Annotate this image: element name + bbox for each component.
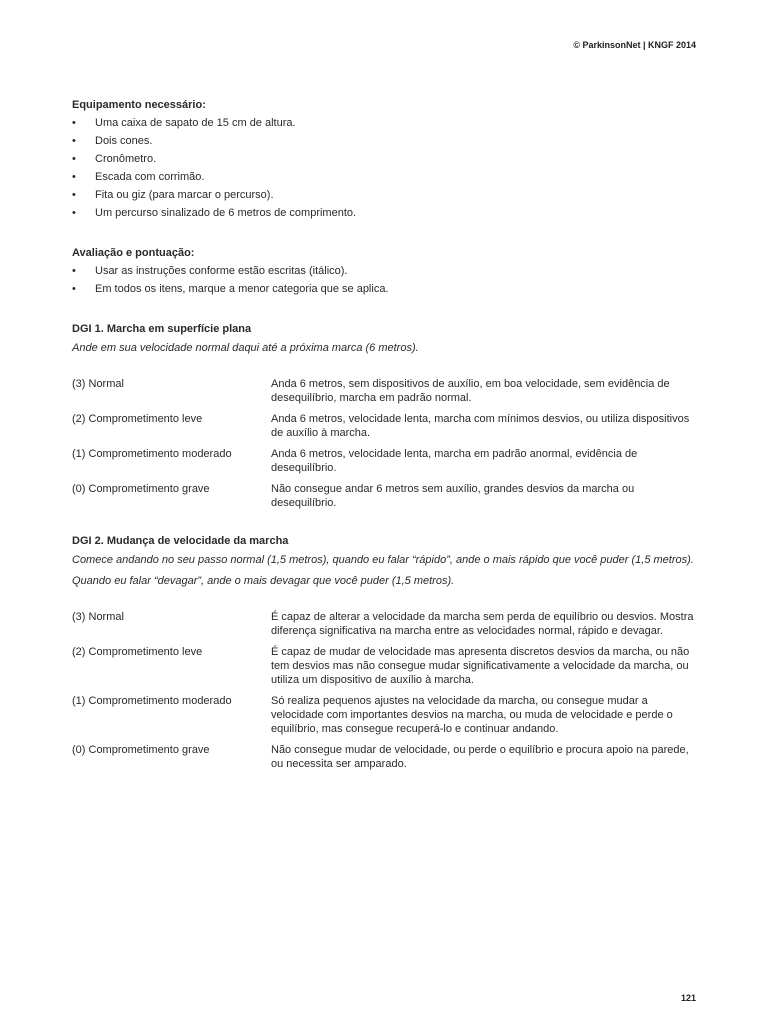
dgi2-instruction: Comece andando no seu passo normal (1,5 metros), quando eu falar “rápido”, ande o mais rápido que você puder (1,5 metros). Quando eu falar “devagar”, ande o mais devagar que você puder (1,5 metros). [72, 554, 694, 587]
score-label: (3) Normal [72, 378, 124, 390]
score-label: (3) Normal [72, 611, 124, 623]
header-copyright: © ParkinsonNet | KNGF 2014 [573, 40, 696, 50]
score-description: Anda 6 metros, sem dispositivos de auxílio, em boa velocidade, sem evidência de desequilíbrio, marcha em padrão normal. [271, 378, 670, 404]
list-item: • Um percurso sinalizado de 6 metros de comprimento. [72, 204, 702, 222]
dgi1-score-table [72, 377, 702, 510]
page-content [72, 96, 702, 777]
bullet-icon: • [72, 153, 76, 165]
score-description: É capaz de alterar a velocidade da marcha sem perda de equilíbrio ou desvios. Mostra diferença significativa na marcha entre as velocidades normal, rápido e devagar. [271, 611, 694, 637]
table-row [72, 447, 702, 475]
table-row [72, 743, 702, 771]
table-row [72, 412, 702, 440]
dgi1-instruction: Ande em sua velocidade normal daqui até a próxima marca (6 metros). [72, 342, 419, 354]
table-row [72, 482, 702, 510]
score-label: (2) Comprometimento leve [72, 646, 203, 658]
table-row [72, 645, 702, 687]
evaluation-title: Avaliação e pontuação: [72, 247, 195, 259]
score-label: (0) Comprometimento grave [72, 483, 210, 495]
score-description: Só realiza pequenos ajustes na velocidade da marcha, ou consegue mudar a velocidade com importantes desvios na marcha, ou muda de velocidade e perde o equilíbrio, mas consegue recuperá-lo e continuar andando. [271, 695, 673, 735]
equipment-list [72, 114, 702, 222]
score-label: (2) Comprometimento leve [72, 413, 203, 425]
dgi2-title: DGI 2. Mudança de velocidade da marcha [72, 535, 289, 547]
table-row [72, 610, 702, 638]
dgi2-score-table [72, 610, 702, 771]
list-item: • Usar as instruções conforme estão escritas (itálico). [72, 262, 702, 280]
list-item: • Dois cones. [72, 132, 702, 150]
page-number: 121 [680, 993, 696, 1003]
score-label: (1) Comprometimento moderado [72, 448, 232, 460]
table-row [72, 694, 702, 736]
list-item: • Escada com corrimão. [72, 168, 702, 186]
score-description: É capaz de mudar de velocidade mas apresenta discretos desvios da marcha, ou não tem desvios mas não consegue mudar significativamente a velocidade da marcha, ou utiliza um dispositivo de auxílio à marcha. [271, 646, 690, 686]
bullet-icon: • [72, 135, 76, 147]
evaluation-list [72, 262, 702, 298]
bullet-icon: • [72, 207, 76, 219]
bullet-icon: • [72, 283, 76, 295]
list-item: • Em todos os itens, marque a menor categoria que se aplica. [72, 280, 702, 298]
score-description: Não consegue mudar de velocidade, ou perde o equilíbrio e procura apoio na parede, ou necessita ser amparado. [271, 744, 689, 770]
list-item: • Cronômetro. [72, 150, 702, 168]
score-description: Não consegue andar 6 metros sem auxílio, grandes desvios da marcha ou desequilíbrio. [271, 483, 635, 509]
score-label: (0) Comprometimento grave [72, 744, 210, 756]
bullet-icon: • [72, 265, 76, 277]
score-label: (1) Comprometimento moderado [72, 695, 232, 707]
list-item: • Fita ou giz (para marcar o percurso). [72, 186, 702, 204]
bullet-icon: • [72, 189, 76, 201]
list-item: • Uma caixa de sapato de 15 cm de altura. [72, 114, 702, 132]
equipment-title: Equipamento necessário: [72, 99, 206, 111]
dgi1-title: DGI 1. Marcha em superfície plana [72, 323, 252, 335]
table-row [72, 377, 702, 405]
score-description: Anda 6 metros, velocidade lenta, marcha em padrão anormal, evidência de desequilíbrio. [271, 448, 638, 474]
score-description: Anda 6 metros, velocidade lenta, marcha com mínimos desvios, ou utiliza dispositivos de auxílio à marcha. [271, 413, 690, 439]
bullet-icon: • [72, 171, 76, 183]
bullet-icon: • [72, 117, 76, 129]
